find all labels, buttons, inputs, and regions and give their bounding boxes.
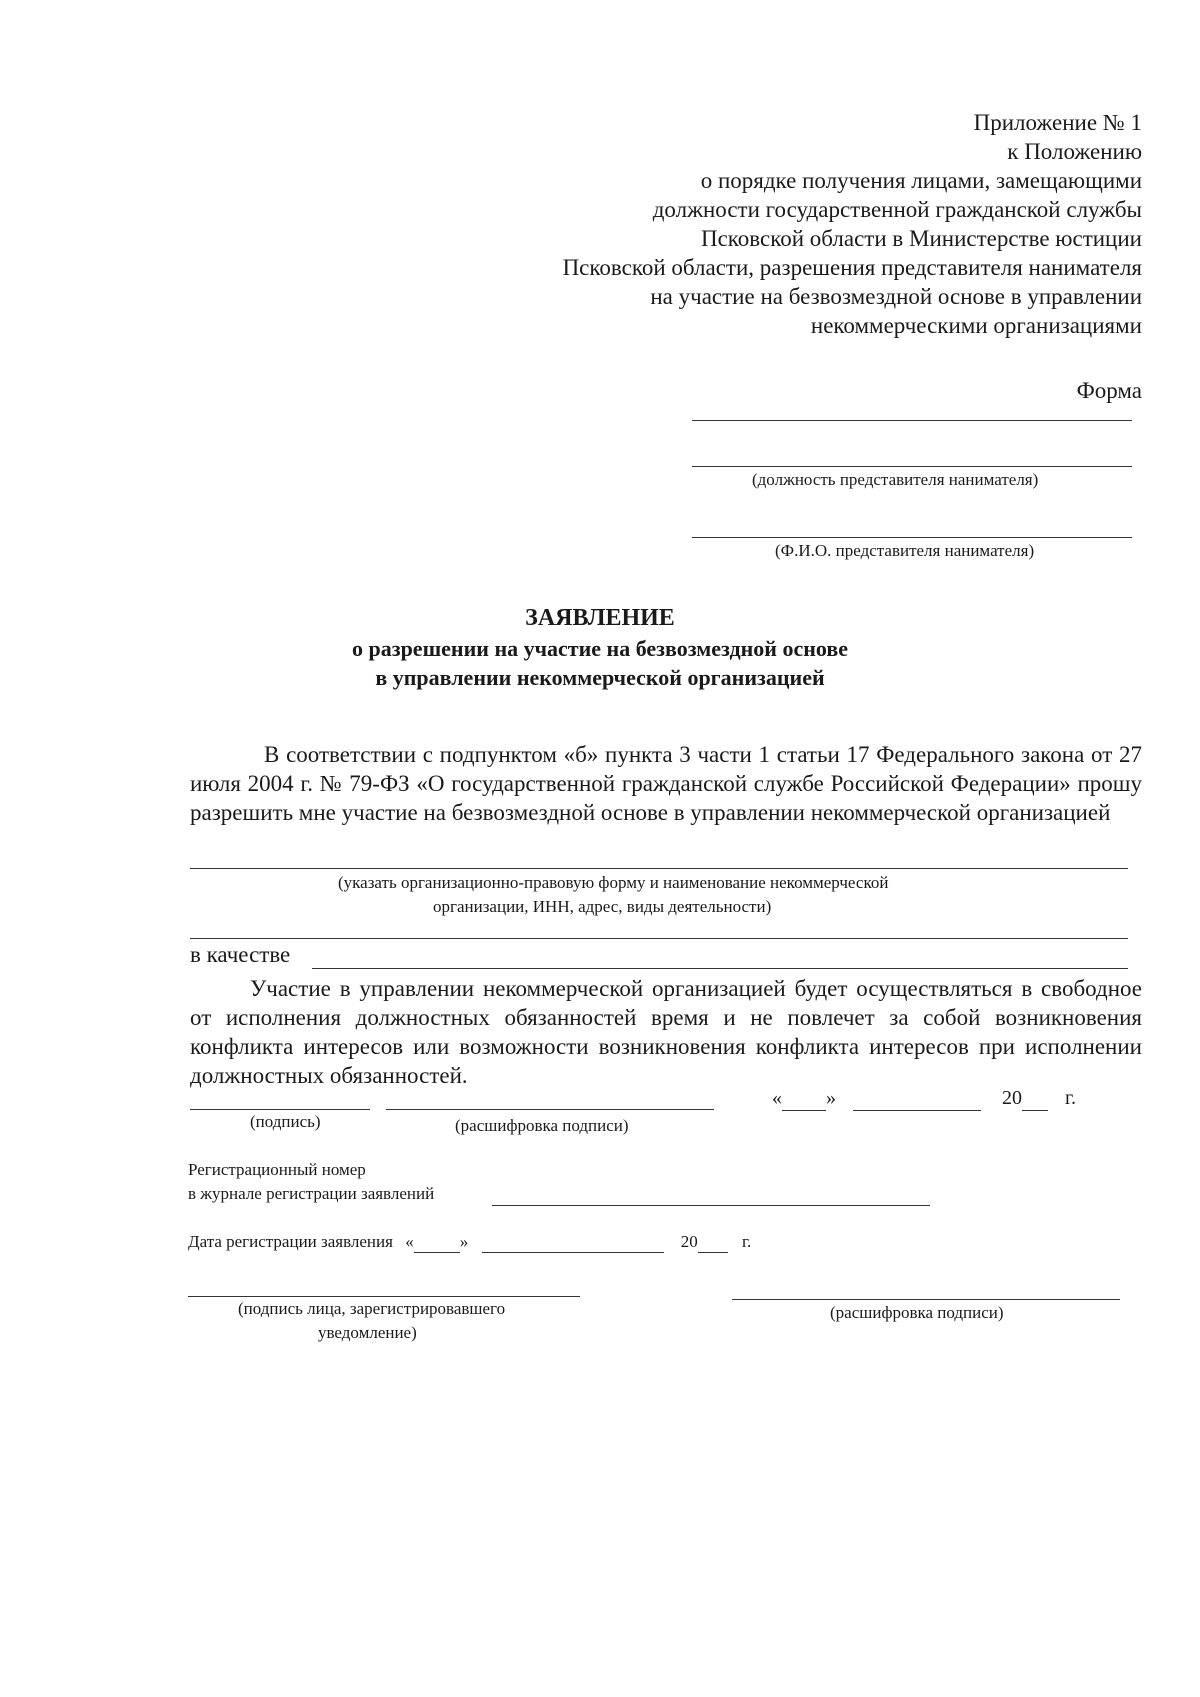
document-title: ЗАЯВЛЕНИЕ xyxy=(525,605,675,631)
registration-quote-close: » xyxy=(459,1232,469,1251)
registration-date-row xyxy=(188,1232,751,1253)
registration-number-field[interactable] xyxy=(492,1205,930,1206)
appendix-number: Приложение № 1 xyxy=(973,110,1142,135)
appendix-line-4: должности государственной гражданской службы xyxy=(652,197,1142,222)
organization-caption-1: (указать организационно-правовую форму и наименование некоммерческой xyxy=(338,873,889,892)
date-quote-open: « xyxy=(772,1087,782,1109)
signature-decode-caption: (расшифровка подписи) xyxy=(455,1116,629,1135)
registrar-decode-caption: (расшифровка подписи) xyxy=(830,1303,1004,1322)
date-year-suffix: г. xyxy=(1065,1087,1076,1109)
date-quote-close: » xyxy=(826,1087,836,1109)
appendix-line-8: некоммерческими организациями xyxy=(810,313,1142,338)
registration-year-suffix: г. xyxy=(741,1232,752,1251)
statement-paragraph: Участие в управлении некоммерческой организацией будет осуществляться в свободное от исполнения должностных обязанностей время и не повлечет за собой возникновения конфликта интересов или возможности возникновения конфликта интересов при исполнении должностных обязанностей. xyxy=(190,976,1142,1088)
appendix-ref: к Положению xyxy=(1007,139,1142,164)
registration-year-prefix: 20 xyxy=(680,1232,698,1251)
date-month-field[interactable] xyxy=(853,1087,981,1111)
appendix-line-5: Псковской области в Министерстве юстиции xyxy=(700,226,1142,251)
registration-quote-open: « xyxy=(405,1232,414,1251)
date-year-field[interactable] xyxy=(1022,1087,1048,1111)
appendix-line-6: Псковской области, разрешения представителя нанимателя xyxy=(562,255,1142,280)
position-caption: (должность представителя нанимателя) xyxy=(752,470,1039,489)
registration-day-field[interactable] xyxy=(414,1232,460,1253)
name-field-line[interactable] xyxy=(692,537,1132,538)
appendix-header xyxy=(563,108,1142,340)
registration-number-label-1: Регистрационный номер xyxy=(188,1160,366,1179)
registration-month-field[interactable] xyxy=(482,1232,664,1253)
registration-date-label: Дата регистрации заявления xyxy=(188,1232,393,1251)
form-label: Форма xyxy=(1076,378,1142,403)
registrar-signature-line[interactable] xyxy=(188,1296,580,1297)
organization-field-line[interactable] xyxy=(190,868,1128,869)
signature-decode-field-line[interactable] xyxy=(386,1109,714,1110)
appendix-line-3: о порядке получения лицами, замещающими xyxy=(700,168,1142,193)
request-paragraph: В соответствии с подпунктом «б» пункта 3 части 1 статьи 17 Федерального закона от 27 июля 2004 г. № 79-ФЗ «О государственной гражданской службе Российской Федерации» прошу разрешить мне участие на безвозмездной основе в управлении некоммерческой организацией xyxy=(190,742,1142,825)
registration-year-field[interactable] xyxy=(698,1232,728,1253)
document-subtitle-2: в управлении некоммерческой организацией xyxy=(375,665,825,690)
registration-number-label-2: в журнале регистрации заявлений xyxy=(188,1184,435,1203)
date-day-field[interactable] xyxy=(782,1087,826,1111)
registrar-decode-line[interactable] xyxy=(732,1299,1120,1300)
date-year-prefix: 20 xyxy=(1002,1087,1022,1109)
appendix-line-7: на участие на безвозмездной основе в управлении xyxy=(650,284,1142,309)
registrar-caption-2: уведомление) xyxy=(318,1323,417,1342)
capacity-field-line[interactable] xyxy=(312,968,1128,969)
capacity-label: в качестве xyxy=(190,942,291,967)
signature-caption: (подпись) xyxy=(250,1112,321,1131)
organization-field-line-2[interactable] xyxy=(190,938,1128,939)
addressee-line-1[interactable] xyxy=(692,420,1132,421)
signature-date xyxy=(772,1087,1076,1111)
document-subtitle-1: о разрешении на участие на безвозмездной основе xyxy=(352,636,848,661)
position-field-line[interactable] xyxy=(692,466,1132,467)
organization-caption-2: организации, ИНН, адрес, виды деятельности) xyxy=(433,897,772,916)
name-caption: (Ф.И.О. представителя нанимателя) xyxy=(775,541,1035,560)
signature-field-line[interactable] xyxy=(190,1109,370,1110)
registrar-caption-1: (подпись лица, зарегистрировавшего xyxy=(238,1299,506,1318)
